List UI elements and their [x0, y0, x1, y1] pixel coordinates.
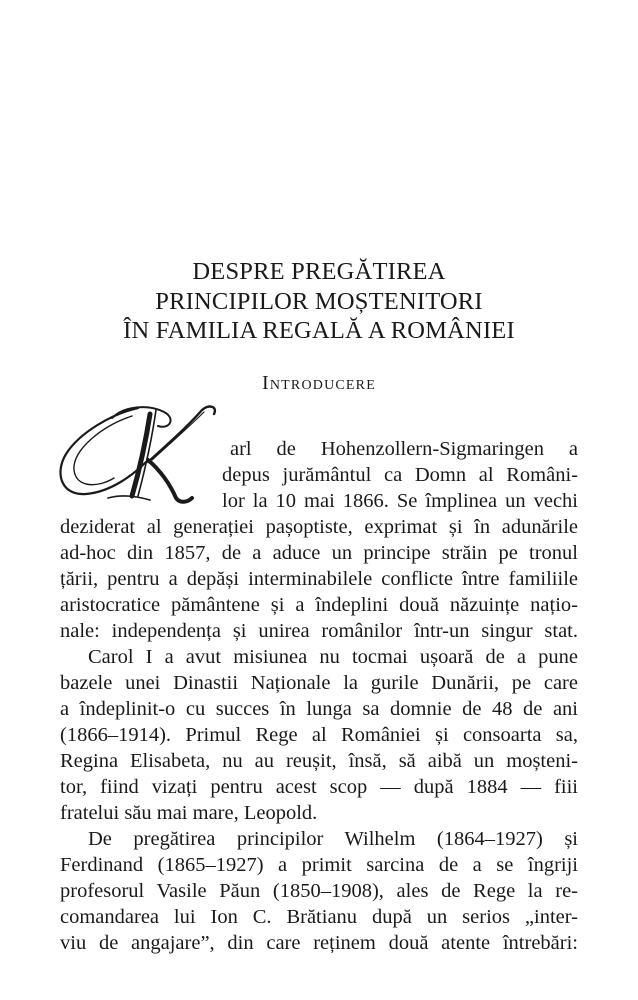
- body-line-11: a îndeplinit-o cu succes în lunga sa domnie de 48 de ani: [60, 698, 578, 720]
- body-line-17: Ferdinand (1865–1927) a primit sarcina de a se îngriji: [60, 854, 578, 876]
- body-line-3: lor la 10 mai 1866. Se împlinea un vechi: [222, 490, 578, 512]
- body-line-4: deziderat al generației pașoptiste, exprimat și în adunările: [60, 516, 578, 538]
- chapter-title-line-2: PRINCIPILOR MOȘTENITORI: [155, 287, 483, 315]
- body-line-18: profesorul Vasile Păun (1850–1908), ales de Rege la re-: [60, 880, 578, 902]
- body-line-19: comandarea lui Ion C. Brătianu după un serios „inter-: [60, 906, 578, 928]
- body-line-10: bazele unei Dinastii Naționale la gurile Dunării, pe care: [60, 672, 578, 694]
- body-line-6: țării, pentru a depăși interminabilele conflicte între familiile: [60, 568, 578, 590]
- body-line-13: Regina Elisabeta, nu au reușit, însă, să aibă un moșteni-: [60, 750, 578, 772]
- chapter-title-line-1: DESPRE PREGĂTIREA: [192, 258, 446, 285]
- body-line-2: depus jurământul ca Domn al Români-: [222, 464, 578, 486]
- body-line-20: viu de angajare”, din care reținem două atente întrebări:: [60, 932, 578, 954]
- chapter-title: [0, 257, 638, 346]
- body-line-1: arl de Hohenzollern-Sigmaringen a: [230, 438, 578, 460]
- body-line-7: aristocratice pământene și a îndeplini două năzuințe națio-: [60, 594, 578, 616]
- body-line-16: De pregătirea principilor Wilhelm (1864–1927) și: [88, 828, 578, 850]
- body-line-14: tor, fiind vizați pentru acest scop — după 1884 — fiii: [60, 776, 578, 798]
- body-line-8: nale: independența și unirea românilor într-un singur stat.: [60, 620, 578, 642]
- body-line-12: (1866–1914). Primul Rege al României și consoarta sa,: [60, 724, 578, 746]
- ornamental-dropcap-k: [52, 404, 222, 506]
- body-line-9: Carol I a avut misiunea nu tocmai ușoară de a pune: [88, 646, 578, 668]
- body-line-15: fratelui său mai mare, Leopold.: [60, 802, 318, 824]
- chapter-title-line-3: ÎN FAMILIA REGALĂ A ROMÂNIEI: [123, 317, 515, 344]
- section-title: Introducere: [262, 372, 376, 394]
- body-line-5: ad-hoc din 1857, de a aduce un principe străin pe tronul: [60, 542, 578, 564]
